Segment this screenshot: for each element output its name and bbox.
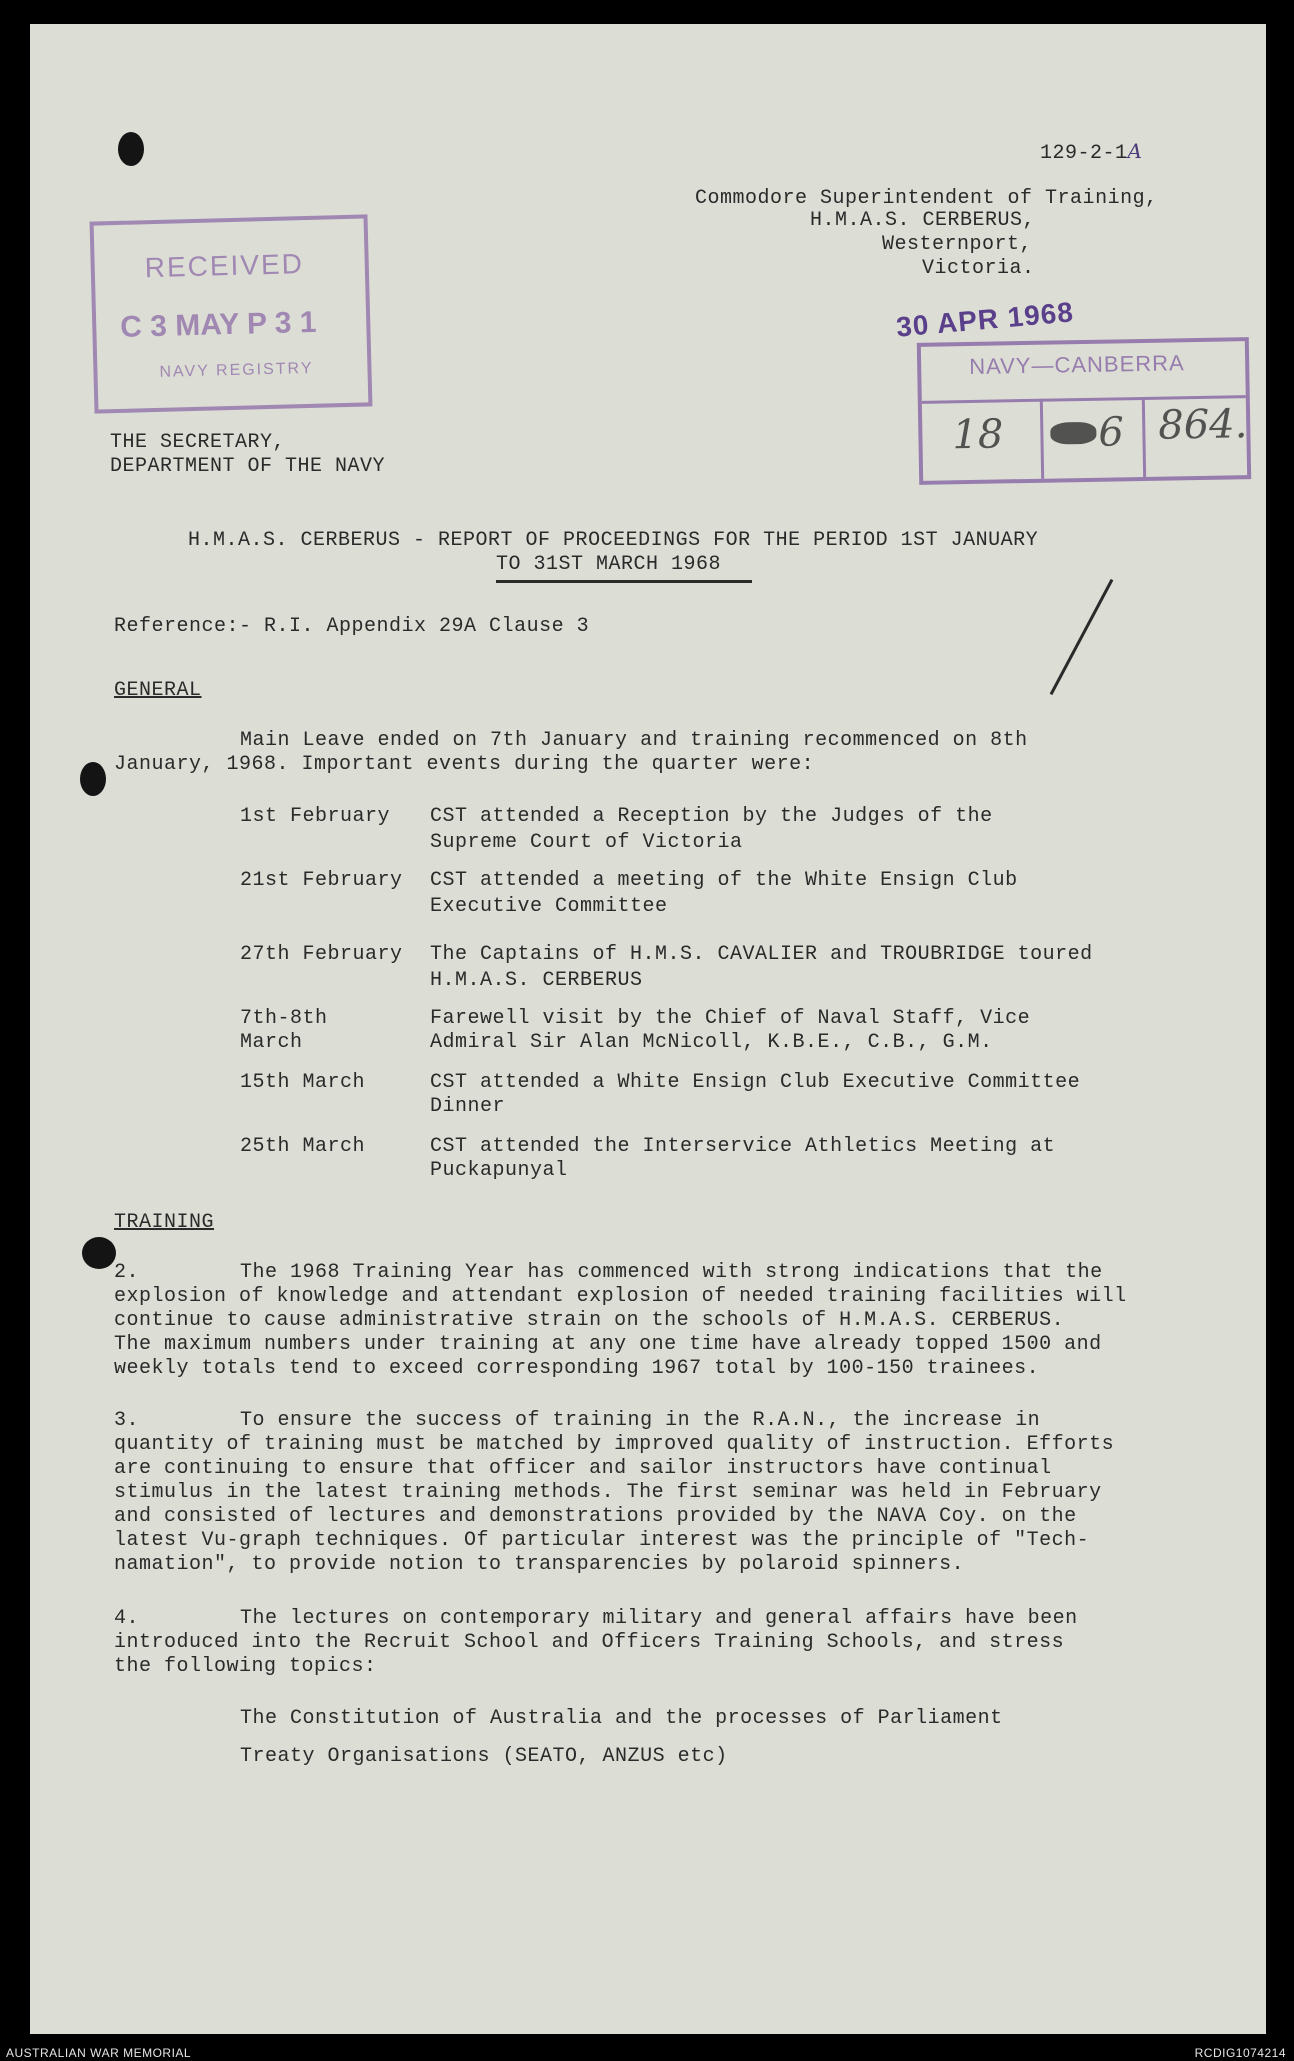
- addressee-line-2: DEPARTMENT OF THE NAVY: [110, 455, 386, 478]
- event-desc: Executive Committee: [430, 895, 668, 918]
- general-heading: GENERAL: [114, 679, 202, 702]
- training-heading: TRAINING: [114, 1211, 215, 1234]
- received-stamp: [90, 214, 373, 413]
- event-date: March: [240, 1031, 303, 1054]
- paragraph-line: continue to cause administrative strain on the schools of H.M.A.S. CERBERUS.: [114, 1309, 1065, 1332]
- event-date: 27th February: [240, 943, 403, 966]
- file-ref-suffix: A: [1127, 139, 1143, 163]
- footer-left: AUSTRALIAN WAR MEMORIAL: [6, 2046, 192, 2060]
- received-stamp-date: C 3 MAY P 3 1: [119, 305, 317, 344]
- addressee-line-1: THE SECRETARY,: [110, 431, 286, 454]
- event-desc: Supreme Court of Victoria: [430, 831, 743, 854]
- paragraph-line: The maximum numbers under training at any one time have already topped 1500 and: [114, 1333, 1102, 1356]
- canberra-stamp-scribble: [1050, 422, 1096, 445]
- paragraph-line: weekly totals tend to exceed corresponding 1967 total by 100-150 trainees.: [114, 1357, 1040, 1380]
- paragraph-line: To ensure the success of training in the R.A.N., the increase in: [240, 1409, 1041, 1432]
- paragraph-line: namation", to provide notion to transparencies by polaroid spinners.: [114, 1553, 965, 1576]
- paragraph-line: explosion of knowledge and attendant explosion of needed training facilities will: [114, 1285, 1127, 1308]
- sender-line-2: H.M.A.S. CERBERUS,: [810, 209, 1036, 232]
- document-page: [30, 24, 1266, 2034]
- paragraph-line: and consisted of lectures and demonstrations provided by the NAVA Coy. on the: [114, 1505, 1077, 1528]
- navy-canberra-stamp: [917, 337, 1251, 485]
- event-desc: CST attended a White Ensign Club Executive Committee: [430, 1071, 1081, 1094]
- paragraph-line: The lectures on contemporary military and general affairs have been: [240, 1607, 1078, 1630]
- event-desc: Puckapunyal: [430, 1159, 568, 1182]
- paragraph-line: The 1968 Training Year has commenced with strong indications that the: [240, 1261, 1103, 1284]
- sender-line-4: Victoria.: [922, 257, 1035, 280]
- event-date: 21st February: [240, 869, 403, 892]
- event-desc: H.M.A.S. CERBERUS: [430, 969, 643, 992]
- event-desc: CST attended a meeting of the White Ensign Club: [430, 869, 1018, 892]
- topic-item: Treaty Organisations (SEATO, ANZUS etc): [240, 1745, 728, 1768]
- paragraph-number: 3.: [114, 1409, 140, 1432]
- canberra-stamp-cell-3: 864.: [1157, 401, 1248, 449]
- event-desc: The Captains of H.M.S. CAVALIER and TROUBRIDGE toured: [430, 943, 1093, 966]
- canberra-stamp-cell-1: 18: [952, 411, 1004, 459]
- general-intro-line-1: Main Leave ended on 7th January and training recommenced on 8th: [240, 729, 1028, 752]
- canberra-stamp-title: NAVY—CANBERRA: [968, 350, 1185, 379]
- paragraph-line: stimulus in the latest training methods. The first seminar was held in February: [114, 1481, 1102, 1504]
- topic-item: The Constitution of Australia and the processes of Parliament: [240, 1707, 1003, 1730]
- event-date: 25th March: [240, 1135, 366, 1158]
- event-date: 7th-8th: [240, 1007, 328, 1030]
- paragraph-number: 2.: [114, 1261, 140, 1284]
- event-desc: CST attended the Interservice Athletics Meeting at: [430, 1135, 1056, 1158]
- paragraph-number: 4.: [114, 1607, 140, 1630]
- subject-underline: [496, 580, 752, 583]
- subject-line-2: TO 31ST MARCH 1968: [496, 553, 722, 576]
- punch-hole-top: [118, 132, 144, 166]
- paragraph-line: are continuing to ensure that officer and sailor instructors have continual: [114, 1457, 1052, 1480]
- subject-line-1: H.M.A.S. CERBERUS - REPORT OF PROCEEDINGS FOR THE PERIOD 1ST JANUARY: [188, 529, 1039, 552]
- sender-line-1: Commodore Superintendent of Training,: [695, 187, 1158, 210]
- received-stamp-footer: NAVY REGISTRY: [159, 359, 314, 381]
- received-stamp-title: RECEIVED: [144, 248, 305, 284]
- punch-hole-middle: [80, 762, 106, 796]
- canberra-stamp-cell-2: 6: [1097, 409, 1125, 456]
- event-date: 1st February: [240, 805, 391, 828]
- file-reference: [990, 112, 1142, 193]
- paragraph-line: the following topics:: [114, 1655, 377, 1678]
- footer-right: RCDIG1074214: [1194, 2046, 1286, 2060]
- event-date: 15th March: [240, 1071, 366, 1094]
- event-desc: Farewell visit by the Chief of Naval Staff, Vice: [430, 1007, 1031, 1030]
- paragraph-line: quantity of training must be matched by improved quality of instruction. Efforts: [114, 1433, 1115, 1456]
- punch-hole-lower: [82, 1237, 116, 1269]
- sender-line-3: Westernport,: [882, 233, 1033, 256]
- handwritten-mark: [1050, 579, 1114, 695]
- event-desc: Dinner: [430, 1095, 506, 1118]
- reference-line: Reference:- R.I. Appendix 29A Clause 3: [114, 615, 590, 638]
- file-ref-number: 129-2-1: [1040, 142, 1128, 165]
- event-desc: CST attended a Reception by the Judges of the: [430, 805, 993, 828]
- date-stamp: 30 APR 1968: [894, 296, 1076, 343]
- paragraph-line: introduced into the Recruit School and Officers Training Schools, and stress: [114, 1631, 1065, 1654]
- paragraph-line: latest Vu-graph techniques. Of particular interest was the principle of "Tech-: [114, 1529, 1090, 1552]
- event-desc: Admiral Sir Alan McNicoll, K.B.E., C.B., G.M.: [430, 1031, 993, 1054]
- general-intro-line-2: January, 1968. Important events during the quarter were:: [114, 753, 815, 776]
